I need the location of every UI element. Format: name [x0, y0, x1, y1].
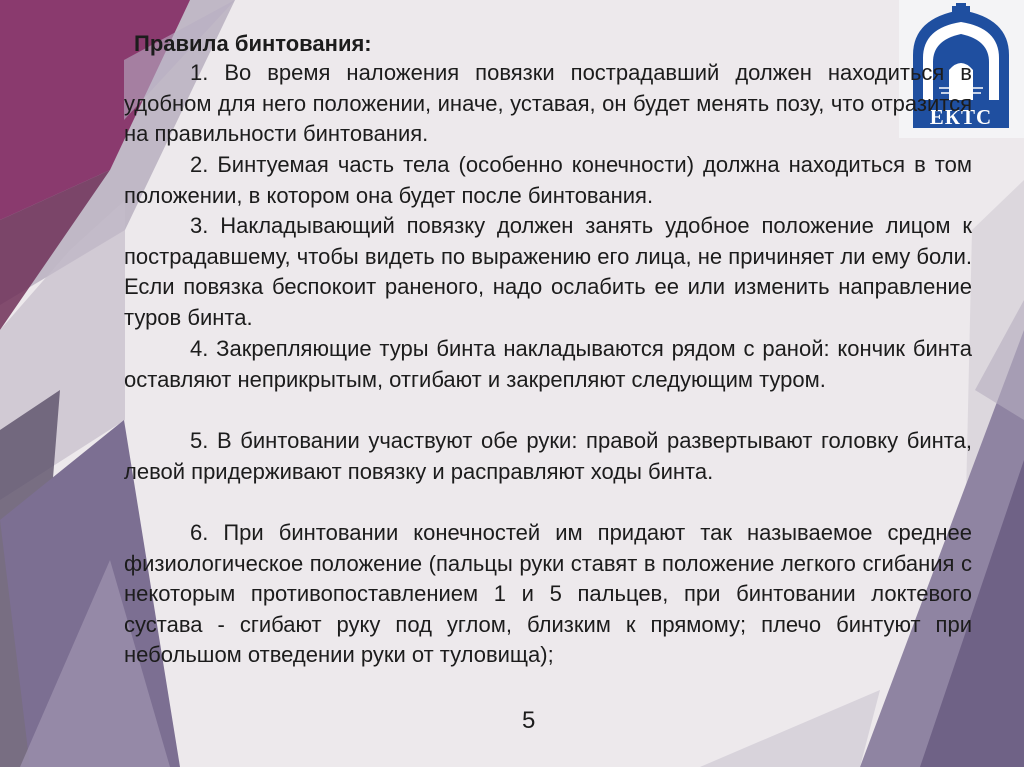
rule-paragraph: 6. При бинтовании конечностей им придают так называемое среднее физиологическое положение (пальцы руки ставят в положение легкого сгибания с некоторым противопоставлением 1 и 5 пальцев, при бинтовании локтевого сустава - сгибают руку под углом, близким к прямому; плечо бинтуют при небольшом отведении руки от туловища); [124, 520, 972, 667]
rule-paragraph: 5. В бинтовании участвуют обе руки: правой развертывают головку бинта, левой придерживают повязку и расправляют ходы бинта. [124, 428, 972, 484]
slide-content [124, 0, 972, 767]
rule-paragraph: 2. Бинтуемая часть тела (особенно конечности) должна находиться в том положении, в котором она будет после бинтования. [124, 152, 972, 208]
rule-paragraph: 1. Во время наложения повязки пострадавший должен находиться в удобном для него положении, иначе, уставая, он будет менять позу, что отразится на правильности бинтования. [124, 60, 972, 146]
rule-paragraph: 4. Закрепляющие туры бинта накладываются рядом с раной: кончик бинта оставляют неприкрытым, отгибают и закрепляют следующим туром. [124, 336, 972, 392]
slide-title: Правила бинтования: [134, 31, 372, 56]
svg-text:ЕКТС: ЕКТС [929, 105, 993, 129]
page-number: 5 [522, 707, 536, 734]
rule-paragraph: 3. Накладывающий повязку должен занять удобное положение лицом к пострадавшему, чтобы видеть по выражению его лица, не причиняет ли ему боли. Если повязка беспокоит раненого, надо ослабить ее или изменить направление туров бинта. [124, 213, 972, 330]
